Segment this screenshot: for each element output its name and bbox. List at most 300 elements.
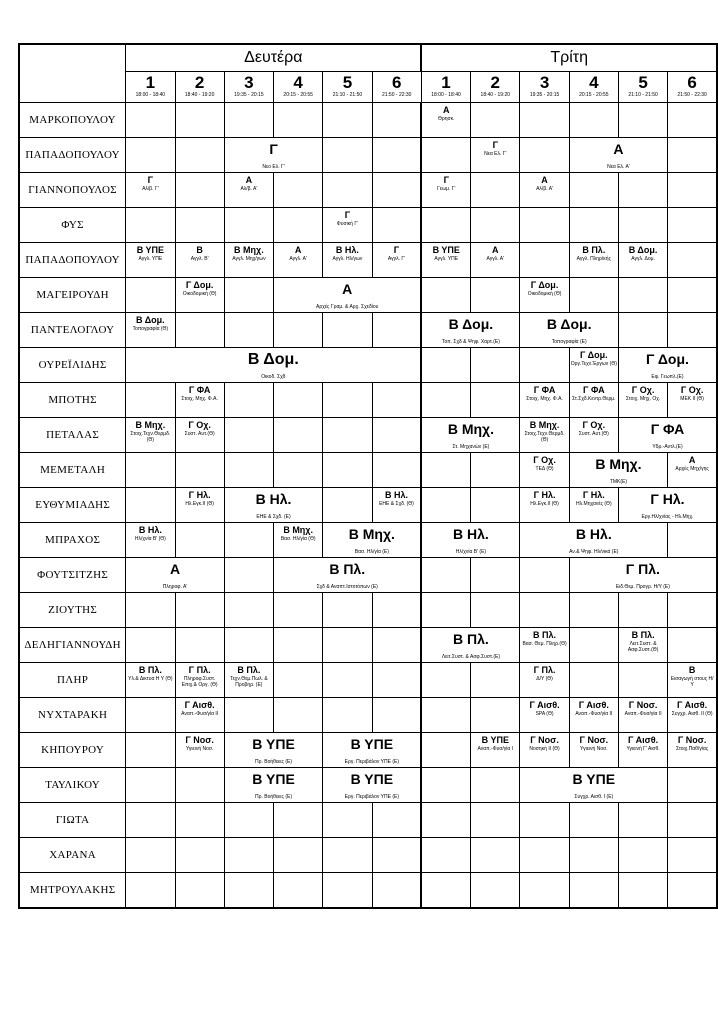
schedule-cell	[274, 698, 323, 733]
schedule-cell	[421, 628, 520, 663]
schedule-cell	[618, 243, 667, 278]
teacher-name: ΖΙΟΥΤΗΣ	[19, 593, 126, 628]
period-time: 20:15 - 20:55	[579, 92, 609, 98]
class-code: Γ Δομ.	[580, 350, 608, 360]
period-time: 18:00 - 18:40	[135, 92, 166, 98]
subject-label: Αγγλ. Α'	[289, 256, 307, 262]
subject-label: Αγγλ. ΥΠΕ	[434, 256, 459, 262]
schedule-cell	[668, 698, 717, 733]
schedule-cell	[372, 698, 421, 733]
period-header	[471, 72, 520, 103]
schedule-cell	[668, 628, 717, 663]
class-code: Β ΥΠΕ	[252, 736, 295, 752]
schedule-cell	[471, 733, 520, 768]
schedule-cell	[618, 698, 667, 733]
schedule-cell	[668, 138, 717, 173]
schedule-cell	[421, 103, 470, 138]
schedule-cell	[175, 278, 224, 313]
subject-label: Αγγλ. ΥΠΕ	[138, 256, 163, 262]
subject-label: Εφ. Γεωπλ.(Ε)	[651, 374, 684, 380]
teacher-name: ΠΑΠΑΔΟΠΟΥΛΟΥ	[19, 138, 126, 173]
schedule-cell	[569, 243, 618, 278]
subject-label: Αλ/β. Α'	[240, 186, 258, 192]
period-header	[520, 72, 569, 103]
class-code: Β Πλ.	[582, 245, 606, 255]
subject-label: Βασ. Ηλ/γία (Ε)	[354, 549, 389, 555]
schedule-cell	[520, 768, 668, 803]
schedule-cell	[668, 733, 717, 768]
schedule-cell	[668, 243, 717, 278]
schedule-cell	[126, 173, 175, 208]
schedule-cell	[224, 698, 273, 733]
schedule-cell	[126, 313, 175, 348]
schedule-cell	[175, 628, 224, 663]
subject-label: Οικοδομική (Θ)	[182, 291, 217, 297]
schedule-cell	[471, 873, 520, 909]
schedule-cell	[668, 208, 717, 243]
subject-label: Γεωμ. Γ'	[437, 186, 456, 192]
teacher-name: ΜΑΓΕΙΡΟΥΔΗ	[19, 278, 126, 313]
schedule-cell	[618, 348, 717, 383]
schedule-cell	[520, 313, 619, 348]
period-time: 21:10 - 21:50	[628, 92, 658, 98]
schedule-cell	[421, 698, 470, 733]
schedule-cell	[323, 208, 372, 243]
schedule-cell	[274, 103, 323, 138]
teacher-row	[19, 733, 717, 768]
schedule-cell	[421, 873, 470, 909]
period-header	[421, 72, 470, 103]
schedule-cell	[323, 698, 372, 733]
class-code: Β ΥΠΕ	[350, 771, 394, 787]
class-code: Β Ηλ.	[384, 490, 408, 500]
subject-label: Νεα Ελ. Α'	[607, 164, 630, 170]
schedule-cell	[520, 628, 569, 663]
subject-label: Οικοδ. Σχδ	[261, 374, 286, 380]
class-code: Γ Δομ.	[185, 280, 214, 290]
teacher-row	[19, 278, 717, 313]
subject-label: Υδρ.-Αντλ.(Ε)	[652, 444, 683, 450]
schedule-cell	[569, 663, 618, 698]
subject-label: Αγγλ. Δομ.	[631, 256, 655, 262]
schedule-cell	[175, 313, 224, 348]
teacher-name: ΠΕΤΑΛΑΣ	[19, 418, 126, 453]
period-number: 1	[441, 73, 451, 92]
class-code: Β ΥΠΕ	[481, 735, 509, 745]
schedule-cell	[175, 523, 224, 558]
teacher-row	[19, 453, 717, 488]
schedule-cell	[323, 313, 372, 348]
schedule-cell	[471, 663, 520, 698]
subject-label: Λειτ.Συστ. & Ασφ.Συστ.(Θ)	[627, 641, 659, 653]
class-code: Γ Αισθ.	[628, 735, 659, 745]
class-code: Γ	[393, 245, 400, 255]
class-code: Γ ΦΑ	[583, 385, 605, 395]
schedule-cell	[224, 313, 273, 348]
schedule-cell	[668, 103, 717, 138]
schedule-cell	[175, 873, 224, 909]
schedule-cell	[569, 418, 618, 453]
schedule-cell	[323, 103, 372, 138]
period-time: 18:00 - 18:40	[431, 92, 461, 98]
schedule-cell	[126, 873, 175, 909]
schedule-cell	[569, 173, 618, 208]
schedule-cell	[618, 103, 667, 138]
period-number: 2	[194, 73, 205, 92]
subject-label: Εργ.Ηλ/χνίας - Ηλ.Μηχ.	[641, 514, 694, 520]
class-code: Α	[169, 561, 181, 577]
subject-label: Εργ. Περιβάλον ΥΠΕ (Ε)	[344, 794, 400, 800]
schedule-cell	[323, 418, 372, 453]
teacher-name: ΠΑΠΑΔΟΠΟΥΛΟΥ	[19, 243, 126, 278]
schedule-cell	[668, 803, 717, 838]
schedule-cell	[323, 173, 372, 208]
class-code: Β Ηλ.	[138, 525, 162, 535]
subject-label: Αγγλ. Ηλ/γων	[332, 256, 363, 262]
period-header	[224, 72, 273, 103]
schedule-cell	[224, 838, 273, 873]
period-number: 5	[342, 73, 353, 92]
schedule-cell	[471, 138, 520, 173]
schedule-cell	[569, 208, 618, 243]
day-header: Δευτέρα	[126, 44, 422, 72]
schedule-cell	[274, 418, 323, 453]
schedule-cell	[520, 593, 569, 628]
class-code: Β ΥΠΕ	[350, 736, 394, 752]
schedule-cell	[126, 733, 175, 768]
subject-label: Πληροφ.Συστ. Επιχ.& Οργ. (Θ)	[181, 676, 218, 688]
subject-label: ΜΕΚ ΙΙ (Θ)	[680, 396, 704, 402]
subject-label: Στ.Σχδ.Κεντρ.Θερμ.	[572, 396, 616, 402]
schedule-cell	[471, 348, 520, 383]
schedule-cell	[274, 523, 323, 558]
schedule-cell	[520, 663, 569, 698]
class-code: Β Ηλ.	[453, 526, 489, 542]
schedule-cell	[618, 663, 667, 698]
day-header: Τρίτη	[421, 44, 717, 72]
teacher-row	[19, 523, 717, 558]
schedule-cell	[175, 453, 224, 488]
schedule-cell	[421, 313, 520, 348]
class-code: Β Μηχ.	[348, 526, 395, 542]
schedule-cell	[421, 138, 470, 173]
schedule-cell	[421, 348, 470, 383]
schedule-cell	[668, 663, 717, 698]
class-code: Γ ΦΑ	[533, 385, 556, 395]
class-code: Α	[245, 175, 253, 185]
teacher-name: ΚΗΠΟΥΡΟΥ	[19, 733, 126, 768]
schedule-cell	[520, 488, 569, 523]
schedule-cell	[372, 313, 421, 348]
class-code: Β Μηχ.	[234, 245, 264, 255]
schedule-cell	[224, 453, 273, 488]
schedule-cell	[224, 103, 273, 138]
subject-label: ΕΗΕ & Σχδ. (Ε)	[256, 514, 291, 520]
subject-label: Ηλ/χνία Β' (Θ)	[134, 536, 166, 542]
teacher-row	[19, 768, 717, 803]
period-time: 19:35 - 20:15	[529, 92, 560, 98]
subject-label: Ηλ.Μηχανές (Θ)	[576, 501, 612, 507]
class-code: Β Μηχ.	[135, 420, 166, 430]
subject-label: Νεο Ελ. Γ'	[262, 164, 285, 170]
subject-label: Στ. Μηχανών (Ε)	[452, 444, 490, 450]
subject-label: Τοπογραφία (Ε)	[551, 339, 587, 345]
period-header	[668, 72, 717, 103]
class-code: Γ Δομ.	[530, 280, 559, 290]
subject-label: Συστ. Αυτ.(Θ)	[184, 431, 215, 437]
teacher-row	[19, 383, 717, 418]
subject-label: Τοπ. Σχδ & Ψηφ. Χαρτ.(Ε)	[441, 339, 500, 345]
class-code: Γ ΦΑ	[650, 421, 685, 437]
teacher-name: ΜΕΜΕΤΑΛΗ	[19, 453, 126, 488]
period-number: 6	[687, 73, 697, 92]
schedule-cell	[668, 313, 717, 348]
subject-label: Αλ/β. Α'	[536, 186, 553, 192]
subject-label: Πρ. Βοήθειες (Ε)	[255, 794, 292, 800]
schedule-cell	[569, 383, 618, 418]
teacher-row	[19, 208, 717, 243]
schedule-cell	[126, 488, 175, 523]
schedule-cell	[569, 698, 618, 733]
class-code: Γ Αισθ.	[529, 700, 560, 710]
schedule-cell	[126, 348, 422, 383]
schedule-cell	[126, 208, 175, 243]
schedule-cell	[175, 803, 224, 838]
schedule-cell	[618, 208, 667, 243]
period-number: 4	[293, 73, 303, 92]
teacher-name: ΦΟΥΤΣΙΤΖΗΣ	[19, 558, 126, 593]
timetable	[18, 43, 718, 909]
teacher-row	[19, 593, 717, 628]
schedule-cell	[126, 243, 175, 278]
schedule-cell	[323, 383, 372, 418]
teacher-row	[19, 803, 717, 838]
schedule-cell	[520, 558, 569, 593]
class-code: Γ Οχ.	[533, 455, 556, 465]
class-code: Β Πλ.	[329, 561, 366, 577]
schedule-cell	[175, 593, 224, 628]
schedule-cell	[520, 838, 569, 873]
period-number: 2	[490, 73, 501, 92]
schedule-cell	[520, 803, 569, 838]
schedule-cell	[668, 453, 717, 488]
schedule-cell	[372, 173, 421, 208]
subject-label: ΕΗΕ & Σχδ. (Θ)	[379, 501, 414, 507]
subject-label: Ηλ.Εγκ.ΙΙ (Θ)	[185, 501, 214, 507]
teacher-name: ΕΥΘΥΜΙΑΔΗΣ	[19, 488, 126, 523]
subject-label: Τεχν.Θεμ.Πωλ. & Προβηρ. (Ε)	[230, 676, 268, 688]
period-number: 3	[244, 73, 254, 92]
class-code: Β ΥΠΕ	[136, 245, 165, 255]
subject-label: Εισαγωγή στους Η/Υ	[670, 676, 714, 688]
schedule-cell	[372, 628, 421, 663]
schedule-cell	[323, 838, 372, 873]
schedule-cell	[126, 523, 175, 558]
schedule-cell	[126, 418, 175, 453]
schedule-cell	[224, 138, 323, 173]
subject-label: ΤΜΚ(Ε)	[609, 479, 628, 485]
teacher-row	[19, 558, 717, 593]
schedule-cell	[323, 488, 372, 523]
subject-label: Αναπ.-Φυσ/γία ΙΙ	[181, 711, 219, 717]
subject-label: Αγγλ. Μηχ/γων	[232, 256, 266, 262]
schedule-cell	[618, 803, 667, 838]
teacher-name: ΝΥΧΤΑΡΑΚΗ	[19, 698, 126, 733]
schedule-cell	[274, 663, 323, 698]
schedule-cell	[471, 453, 520, 488]
class-code: Α	[541, 175, 548, 185]
class-code: Β	[196, 245, 203, 255]
class-code: Γ Πλ.	[625, 561, 660, 577]
schedule-cell	[569, 488, 618, 523]
schedule-cell	[471, 243, 520, 278]
schedule-cell	[471, 803, 520, 838]
schedule-cell	[520, 173, 569, 208]
schedule-cell	[274, 313, 323, 348]
subject-label: Υλ.& Δικτυα Η Υ (Θ)	[128, 676, 173, 682]
period-header	[618, 72, 667, 103]
schedule-cell	[372, 838, 421, 873]
schedule-cell	[421, 733, 470, 768]
subject-label: Βασ. Θεμ. Πληρ.(Θ)	[522, 641, 567, 647]
schedule-cell	[274, 628, 323, 663]
schedule-cell	[372, 488, 421, 523]
schedule-cell	[668, 173, 717, 208]
schedule-cell	[520, 208, 569, 243]
class-code: Γ Πλ.	[533, 665, 556, 675]
period-header	[175, 72, 224, 103]
teacher-row	[19, 173, 717, 208]
class-code: Β ΥΠΕ	[432, 245, 460, 255]
class-code: Γ Ηλ.	[188, 490, 211, 500]
period-header	[372, 72, 421, 103]
teacher-name: ΜΗΤΡΟΥΛΑΚΗΣ	[19, 873, 126, 909]
schedule-cell	[471, 838, 520, 873]
schedule-cell	[372, 383, 421, 418]
schedule-cell	[372, 243, 421, 278]
schedule-cell	[175, 243, 224, 278]
schedule-cell	[618, 838, 667, 873]
schedule-cell	[520, 103, 569, 138]
schedule-cell	[471, 278, 520, 313]
class-code: Γ Αισθ.	[578, 700, 609, 710]
period-number: 5	[638, 73, 648, 92]
schedule-cell	[372, 803, 421, 838]
schedule-cell	[471, 593, 520, 628]
period-time: 21:50 - 22:30	[381, 92, 412, 98]
schedule-cell	[224, 873, 273, 909]
schedule-cell	[668, 383, 717, 418]
schedule-cell	[569, 873, 618, 909]
class-code: Β Ηλ.	[575, 526, 612, 542]
subject-label: ΤΕΔ (Θ)	[535, 466, 554, 472]
class-code: Γ Ηλ.	[533, 490, 556, 500]
schedule-cell	[421, 173, 470, 208]
class-code: Β Δομ.	[247, 351, 299, 368]
class-code: Γ Ηλ.	[582, 490, 605, 500]
schedule-cell	[372, 873, 421, 909]
teacher-name: ΤΑΥΛΙΚΟΥ	[19, 768, 126, 803]
schedule-cell	[224, 523, 273, 558]
schedule-cell	[175, 208, 224, 243]
schedule-cell	[126, 278, 175, 313]
schedule-cell	[274, 383, 323, 418]
subject-label: Ειδ.Θεμ. Προγρ. Η/Υ (Ε)	[615, 584, 670, 590]
teacher-row	[19, 138, 717, 173]
class-code: Γ	[344, 210, 351, 220]
subject-label: Αγγλ. Β'	[190, 256, 209, 262]
schedule-cell	[421, 278, 470, 313]
schedule-cell	[175, 383, 224, 418]
schedule-cell	[224, 208, 273, 243]
teacher-name: ΦΥΣ	[19, 208, 126, 243]
schedule-cell	[175, 103, 224, 138]
schedule-cell	[175, 663, 224, 698]
schedule-cell	[323, 733, 422, 768]
schedule-cell	[126, 663, 175, 698]
schedule-cell	[421, 418, 520, 453]
schedule-cell	[372, 593, 421, 628]
schedule-cell	[274, 453, 323, 488]
subject-label: Οικοδομική (Θ)	[527, 291, 562, 297]
class-code: Β	[688, 665, 696, 675]
schedule-cell	[323, 873, 372, 909]
schedule-cell	[618, 418, 717, 453]
schedule-cell	[224, 173, 273, 208]
schedule-cell	[520, 383, 569, 418]
subject-label: Νεα Ελ. Γ'	[484, 151, 507, 157]
subject-label: Λειτ.Συστ. & Ασφ.Συστ.(Ε)	[441, 654, 500, 660]
schedule-cell	[224, 663, 273, 698]
class-code: Γ Ηλ.	[650, 491, 685, 507]
schedule-cell	[471, 103, 520, 138]
schedule-cell	[274, 803, 323, 838]
teacher-name: ΧΑΡΑΝΑ	[19, 838, 126, 873]
schedule-cell	[323, 523, 422, 558]
class-code: Β Πλ.	[533, 630, 557, 640]
class-code: Β Δομ.	[628, 245, 658, 255]
corner-cell	[19, 44, 126, 103]
subject-label: Στοιχ. Μηχ. Φ.Α.	[526, 396, 563, 402]
schedule-cell	[175, 698, 224, 733]
schedule-cell	[323, 663, 372, 698]
subject-label: Στοιχ. Μηχ. Φ.Α.	[181, 396, 218, 402]
subject-label: Τοπογραφία (Θ)	[132, 326, 169, 332]
schedule-cell	[618, 173, 667, 208]
period-header	[126, 72, 175, 103]
schedule-cell	[323, 628, 372, 663]
subject-label: Αν.& Ψηφ. Ηλ/νικά (Ε)	[569, 549, 619, 555]
teacher-name: ΠΛΗΡ	[19, 663, 126, 698]
class-code: Α	[613, 141, 624, 157]
schedule-cell	[569, 803, 618, 838]
teacher-row	[19, 243, 717, 278]
schedule-cell	[274, 558, 422, 593]
schedule-cell	[323, 803, 372, 838]
teacher-name: ΜΠΡΑΧΟΣ	[19, 523, 126, 558]
subject-label: Στοιχ.Παθ/γίας	[675, 746, 709, 752]
schedule-cell	[569, 278, 618, 313]
schedule-cell	[274, 593, 323, 628]
subject-label: Ηλ.Εγκ.ΙΙ (Θ)	[530, 501, 559, 507]
schedule-cell	[274, 278, 422, 313]
subject-label: Υγιεινή Γ' Αισθ.	[626, 746, 660, 752]
subject-label: Δ/Υ (Θ)	[536, 676, 553, 682]
class-code: Β Μηχ.	[529, 420, 560, 430]
teacher-row	[19, 103, 717, 138]
teacher-name: ΔΕΛΗΓΙΑΝΝΟΥΔΗ	[19, 628, 126, 663]
subject-label: Αγγλ. Γ'	[387, 256, 406, 262]
